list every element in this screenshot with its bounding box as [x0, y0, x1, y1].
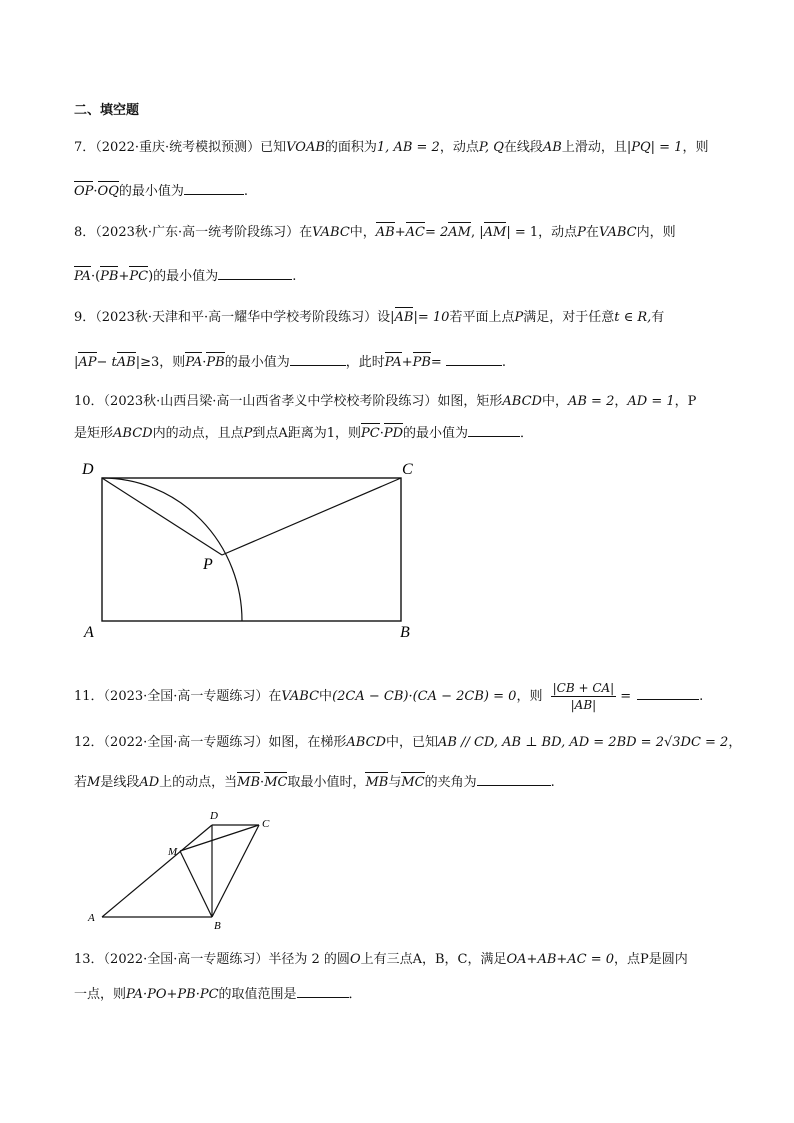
- q13-expression: PA·PO+PB·PC: [126, 987, 219, 1002]
- q11-expression: (2CA − CB)·(CA − 2CB) = 0: [332, 689, 517, 704]
- vector-pb: PB: [206, 355, 225, 370]
- label-m: M: [168, 846, 178, 858]
- q7-text4: 上滑动，且: [561, 140, 627, 155]
- vector-oq: OQ: [97, 184, 119, 199]
- point-p: P: [577, 225, 586, 240]
- fraction-numerator: |CB + CA|: [552, 681, 615, 695]
- label-a: A: [84, 624, 94, 641]
- minus-t: − t: [96, 355, 117, 370]
- q8-text3: 在: [585, 225, 599, 240]
- center-o: O: [349, 952, 361, 967]
- q7-prefix: 7．（2022·重庆·统考模拟预测）已知: [74, 140, 287, 155]
- fraction: [551, 680, 617, 713]
- q8-text4: 内，则: [636, 225, 676, 240]
- vector-ab: AB: [116, 355, 136, 370]
- q10-text5: 到点A距离为1，则: [252, 426, 362, 441]
- q7-abs-condition: |PQ| = 1: [626, 140, 683, 155]
- q11-text2: ，则: [516, 689, 543, 704]
- segment-cb: [212, 825, 259, 917]
- dot-operator: ·: [260, 775, 265, 790]
- point-m: M: [87, 775, 101, 790]
- q9-question: 的最小值为: [224, 355, 290, 370]
- vector-am-abs: AM: [483, 225, 507, 240]
- q7-segment: AB: [542, 140, 562, 155]
- q9-prefix: 9．（2023秋·天津和平·高一耀华中学校考阶段练习）设: [74, 310, 391, 325]
- q10-line1: [74, 394, 696, 410]
- q12-line2: 若M是线段AD上的动点，当MB·MC取最小值时，MB与MC的夹角为 .: [74, 775, 555, 790]
- q7-text5: ，则: [682, 140, 709, 155]
- q7-question: 的最小值为: [118, 184, 184, 199]
- q7-text3: 在线段: [503, 140, 543, 155]
- equals: =: [430, 355, 442, 370]
- fraction-denominator: |AB|: [570, 698, 597, 712]
- q10-line2: [74, 424, 533, 442]
- vector-ap: AP: [78, 355, 97, 370]
- q12-question: 的夹角为: [424, 775, 477, 790]
- vector-mc: MC: [264, 775, 288, 790]
- q10-prefix: 10．（2023秋·山西吕梁·高一山西省孝义中学校校考阶段练习）如图，矩形: [74, 394, 503, 409]
- q10-text3: 是矩形: [74, 426, 114, 441]
- period: ．: [348, 987, 362, 1002]
- vector-ac: AC: [405, 225, 425, 240]
- q12-text2: ，: [728, 735, 742, 750]
- equals-ten: = 10: [417, 310, 450, 325]
- section-title: 二、填空题: [74, 103, 140, 118]
- q8-triangle: VABC: [312, 225, 350, 240]
- q8-text: 中，: [349, 225, 376, 240]
- label-p: P: [203, 556, 213, 573]
- q7-text: 的面积为: [324, 140, 377, 155]
- q7-triangle: VOAB: [286, 140, 325, 155]
- q12-text: 中，已知: [385, 735, 438, 750]
- label-a: A: [88, 912, 95, 924]
- vector-pa: PA: [74, 269, 91, 284]
- answer-blank: [297, 985, 349, 998]
- q13-line1: [74, 952, 688, 968]
- t-condition: t ∈ R,: [614, 310, 652, 325]
- q12-text5: 上的动点，当: [159, 775, 238, 790]
- q7-points: P, Q: [478, 140, 504, 155]
- q9-text: 若平面上点: [449, 310, 515, 325]
- q13-question: 的取值范围是: [218, 987, 297, 1002]
- label-b: B: [400, 624, 410, 641]
- rect-name: ABCD: [502, 394, 542, 409]
- q12-text6: 取最小值时，: [287, 775, 366, 790]
- with-text: 与: [388, 775, 402, 790]
- q10-figure: [78, 455, 418, 645]
- vector-pb-2: PB: [412, 355, 431, 370]
- vector-pc: PC: [129, 269, 149, 284]
- q13-line2: [74, 985, 362, 1003]
- label-d: D: [210, 810, 218, 822]
- abs-close: | = 1: [506, 225, 539, 240]
- q9-text5: ，此时: [345, 355, 385, 370]
- q12-text3: 若: [74, 775, 88, 790]
- vector-mb-2: MB: [365, 775, 389, 790]
- plus-operator: +: [401, 355, 413, 370]
- vector-pd: PD: [383, 426, 404, 441]
- segment-ad: [102, 825, 212, 917]
- answer-blank: [477, 773, 551, 786]
- plus-operator: +: [118, 269, 130, 284]
- rectangle-abcd: [102, 478, 401, 621]
- q9-text4: ，则: [159, 355, 186, 370]
- answer-blank-1: [290, 353, 346, 366]
- q9-text3: 有: [651, 310, 665, 325]
- q13-text3: 一点，则: [74, 987, 127, 1002]
- q12-prefix: 12．（2022·全国·高一专题练习）如图，在梯形: [74, 735, 347, 750]
- vector-pb: PB: [100, 269, 119, 284]
- point-p: P: [243, 426, 253, 441]
- q9-line1: 9．（2023秋·天津和平·高一耀华中学校考阶段练习）设|AB|= 10若平面上点P满足，对于任意t ∈ R,有: [74, 310, 665, 325]
- q8-question: 的最小值为: [153, 269, 219, 284]
- q12-text4: 是线段: [100, 775, 140, 790]
- vector-ab: AB: [375, 225, 395, 240]
- q10-text: 中，: [541, 394, 568, 409]
- vector-pc: PC: [361, 426, 380, 441]
- answer-blank-2: [446, 353, 502, 366]
- q12-figure: [84, 805, 284, 935]
- ad-length: AD = 1: [627, 394, 675, 409]
- vector-pa-2: PA: [384, 355, 402, 370]
- q7-condition: 1, AB = 2: [376, 140, 440, 155]
- segment-dp: [102, 478, 222, 555]
- abs-open: , |: [470, 225, 484, 240]
- trapezoid-name: ABCD: [346, 735, 386, 750]
- segment-ad: AD: [139, 775, 160, 790]
- q11-prefix: 11．（2023·全国·高一专题练习）在: [74, 689, 282, 704]
- point-p: P: [514, 310, 524, 325]
- q7-line1: [74, 140, 708, 156]
- label-d: D: [82, 461, 94, 478]
- paren-close: ): [148, 269, 154, 284]
- label-c: C: [402, 461, 413, 478]
- answer-blank: [184, 182, 244, 195]
- arc-radius-one: [102, 478, 242, 621]
- answer-blank: [218, 267, 292, 280]
- rect-name-2: ABCD: [113, 426, 153, 441]
- q10-question: 的最小值为: [403, 426, 469, 441]
- ab-length: AB = 2: [567, 394, 615, 409]
- label-b: B: [214, 920, 221, 932]
- vector-pa: PA: [185, 355, 203, 370]
- q9-line2: |AP− tAB|≥3，则PA·PB的最小值为 ，此时PA+PB= .: [74, 355, 506, 370]
- q11-triangle: VABC: [281, 689, 320, 704]
- q12-condition: AB // CD, AB ⊥ BD, AD = 2BD = 2√3DC = 2: [437, 735, 729, 750]
- period: ．: [520, 426, 534, 441]
- q7-text2: ，动点: [439, 140, 479, 155]
- q13-text: 上有三点A，B，C，满足: [360, 952, 507, 967]
- vector-am: AM: [448, 225, 471, 240]
- q10-text4: 内的动点，且点: [152, 426, 244, 441]
- vector-mc-2: MC: [401, 775, 425, 790]
- q13-condition: OA+AB+AC = 0: [506, 952, 615, 967]
- q8-triangle2: VABC: [598, 225, 637, 240]
- segment-mb: [180, 851, 212, 917]
- q12-line1: [74, 735, 741, 751]
- answer-blank: [637, 687, 699, 700]
- dot-operator: ·: [379, 426, 384, 441]
- answer-blank: [468, 424, 520, 437]
- q13-prefix: 13．（2022·全国·高一专题练习）半径为 2 的圆: [74, 952, 350, 967]
- dot-operator: ·: [202, 355, 207, 370]
- q8-line2: PA·(PB+PC)的最小值为 .: [74, 269, 297, 284]
- q13-text2: ，点P是圆内: [614, 952, 688, 967]
- vector-mb: MB: [237, 775, 261, 790]
- q10-text2: ，P: [674, 394, 697, 409]
- q7-line2: OP·OQ的最小值为 .: [74, 184, 249, 199]
- q8-line1: [74, 225, 676, 241]
- vector-ab: AB: [394, 310, 414, 325]
- equals: = 2: [424, 225, 449, 240]
- paren-open: ·(: [90, 269, 101, 284]
- segment-pc: [222, 478, 401, 555]
- q11-line: 11．（2023·全国·高一专题练习）在VABC中(2CA − CB)·(CA − 2CB) = 0，则 $\frac{|CB + CA|}{|AB|}$ = .: [74, 681, 704, 712]
- plus-operator: +: [394, 225, 406, 240]
- q8-prefix: 8．（2023秋·广东·高一统考阶段练习）在: [74, 225, 313, 240]
- ge-three: ≥3: [140, 355, 160, 370]
- equals: =: [620, 689, 632, 704]
- q9-text2: 满足，对于任意: [523, 310, 615, 325]
- separator: ，: [614, 394, 628, 409]
- q11-text: 中: [319, 689, 333, 704]
- dot-operator: ·: [93, 184, 98, 199]
- vector-op: OP: [74, 184, 94, 199]
- q8-text2: ，动点: [538, 225, 578, 240]
- label-c: C: [262, 818, 270, 830]
